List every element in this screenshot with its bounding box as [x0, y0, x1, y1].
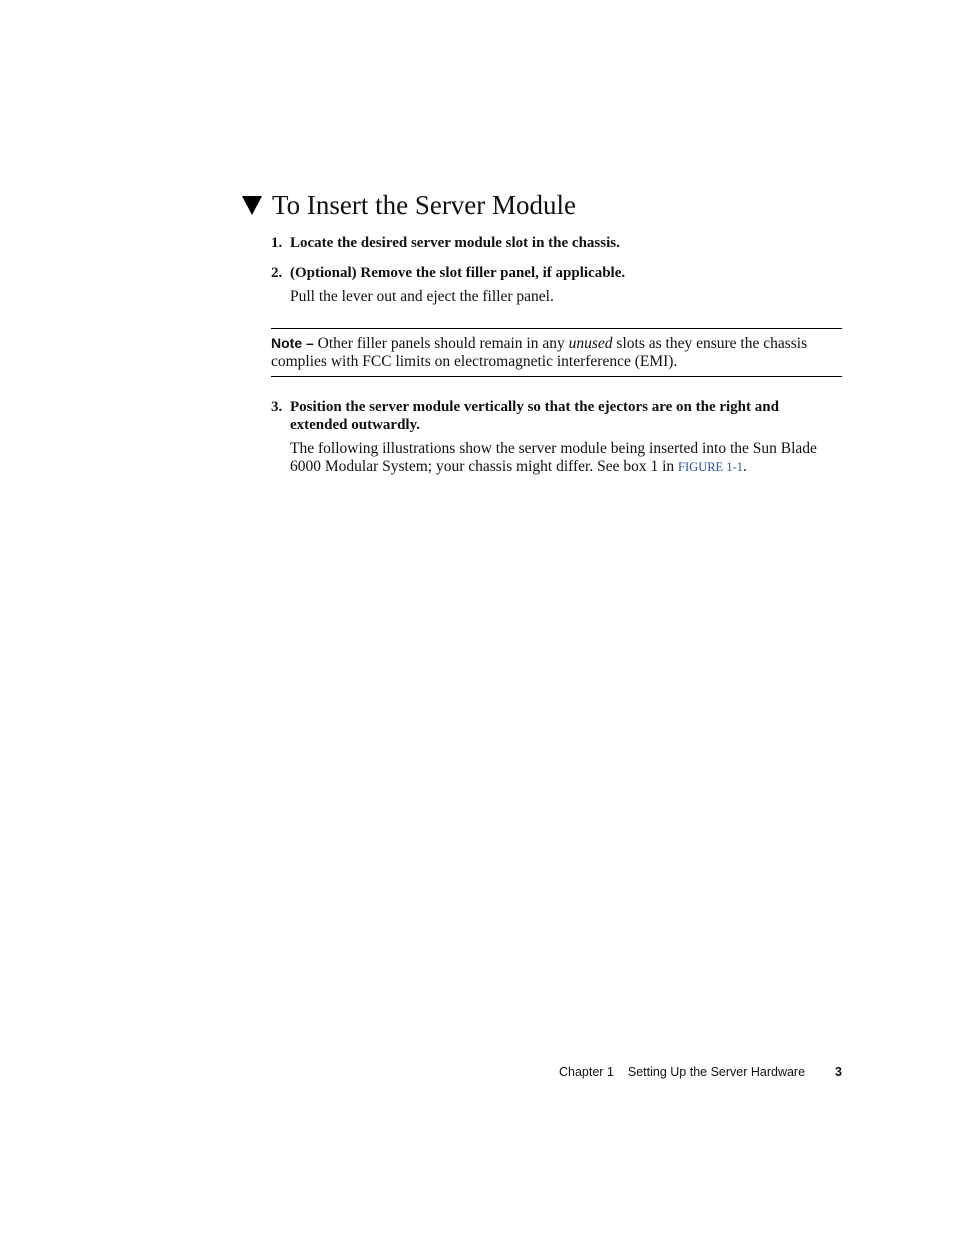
step-text: Locate the desired server module slot in the chassis.: [290, 235, 620, 251]
step-text-line2: extended outwardly.: [290, 417, 421, 433]
step-number: 1.: [271, 235, 283, 251]
note-box: [271, 328, 842, 377]
step-2-detail: Pull the lever out and eject the filler panel.: [290, 288, 554, 305]
page-footer: [520, 1064, 842, 1080]
triangle-down-icon: [242, 196, 262, 215]
figure-link[interactable]: FIGURE 1-1: [678, 460, 743, 474]
step-text-line1: Position the server module vertically so that the ejectors are on the right and: [290, 399, 779, 415]
step-number: 3.: [271, 399, 283, 415]
note-label: Note –: [271, 335, 314, 351]
step-3-detail-text: The following illustrations show the server module being inserted into the Sun Blade 6000 Modular System; your chassis might differ. See box 1 in: [290, 440, 817, 475]
step-3-detail-end: .: [742, 458, 747, 475]
note-text-before: Other filler panels should remain in any: [313, 335, 569, 352]
step-3-detail: [290, 440, 835, 476]
section-title: To Insert the Server Module: [272, 190, 577, 220]
step-2: [271, 264, 831, 282]
step-number: 2.: [271, 265, 283, 281]
footer-chapter: Chapter 1: [558, 1065, 614, 1079]
step-1: [271, 234, 831, 252]
page-number: 3: [835, 1065, 842, 1079]
step-3: [271, 398, 831, 434]
step-text: (Optional) Remove the slot filler panel, if applicable.: [290, 265, 626, 281]
section-heading: [242, 188, 576, 222]
note-emphasis: unused: [568, 335, 613, 352]
note-text-after: slots as they ensure the chassis complies with FCC limits on electromagnetic interference (EMI).: [271, 335, 808, 370]
footer-title: Setting Up the Server Hardware: [627, 1065, 806, 1079]
